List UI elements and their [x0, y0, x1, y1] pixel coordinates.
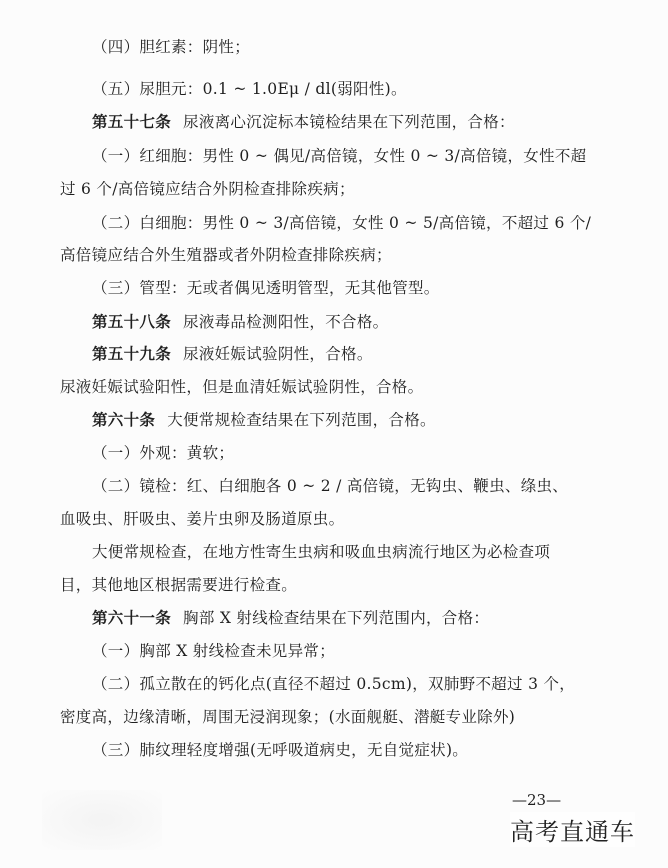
text-line: 高倍镜应结合外生殖器或者外阴检查排除疾病； [60, 246, 392, 264]
text-line: （一）外观：黄软； [92, 444, 235, 462]
text-line: （四）胆红素：阴性； [92, 38, 251, 56]
text-line: （二）白细胞：男性 0 ~ 3/高倍镜，女性 0 ~ 5/高倍镜，不超过 6 个/ [92, 214, 592, 232]
text-line: （三）肺纹理轻度增强(无呼吸道病史，无自觉症状)。 [92, 741, 469, 759]
text-line: 目，其他地区根据需要进行检查。 [60, 576, 298, 594]
article-heading: 第五十九条 [92, 344, 172, 363]
text-line: 尿液妊娠试验阳性，但是血清妊娠试验阴性，合格。 [60, 378, 424, 396]
watermark-text: 高考直通车 [510, 812, 635, 847]
text-line: （一）红细胞：男性 0 ~ 偶见/高倍镜，女性 0 ~ 3/高倍镜，女性不超 [92, 147, 587, 165]
article-heading: 第六十一条 [92, 608, 172, 627]
text-line: （二）孤立散在的钙化点(直径不超过 0.5cm)，双肺野不超过 3 个， [92, 675, 576, 693]
article-heading: 第五十八条 [92, 312, 172, 331]
article-line: 第六十条 大便常规检查结果在下列范围，合格。 [92, 410, 436, 429]
text-line: 血吸虫、肝吸虫、姜片虫卵及肠道原虫。 [60, 510, 345, 528]
text-line: 密度高，边缘清晰，周围无浸润现象；(水面舰艇、潜艇专业除外) [60, 708, 516, 726]
article-line: 第六十一条 胸部 X 射线检查结果在下列范围内，合格： [92, 608, 490, 627]
text-line: 过 6 个/高倍镜应结合外阴检查排除疾病； [60, 180, 355, 198]
article-line: 第五十七条 尿液离心沉淀标本镜检结果在下列范围，合格： [92, 112, 515, 131]
article-line: 第五十九条 尿液妊娠试验阴性，合格。 [92, 344, 373, 363]
article-line: 第五十八条 尿液毒品检测阳性，不合格。 [92, 312, 389, 331]
article-heading: 第五十七条 [92, 112, 172, 131]
text-line: 大便常规检查，在地方性寄生虫病和吸血虫病流行地区为必检查项 [92, 543, 551, 561]
text-line: （二）镜检：红、白细胞各 0 ~ 2 / 高倍镜，无钩虫、鞭虫、绦虫、 [92, 477, 569, 495]
text-line: （一）胸部 X 射线检查未见异常； [92, 642, 335, 660]
article-heading: 第六十条 [92, 410, 156, 429]
text-line: （三）管型：无或者偶见透明管型，无其他管型。 [92, 279, 440, 297]
text-line: （五）尿胆元：0.1 ~ 1.0Eμ / dl(弱阳性)。 [92, 80, 407, 98]
scan-smudge [42, 790, 162, 850]
page-number: —23— [512, 791, 562, 809]
